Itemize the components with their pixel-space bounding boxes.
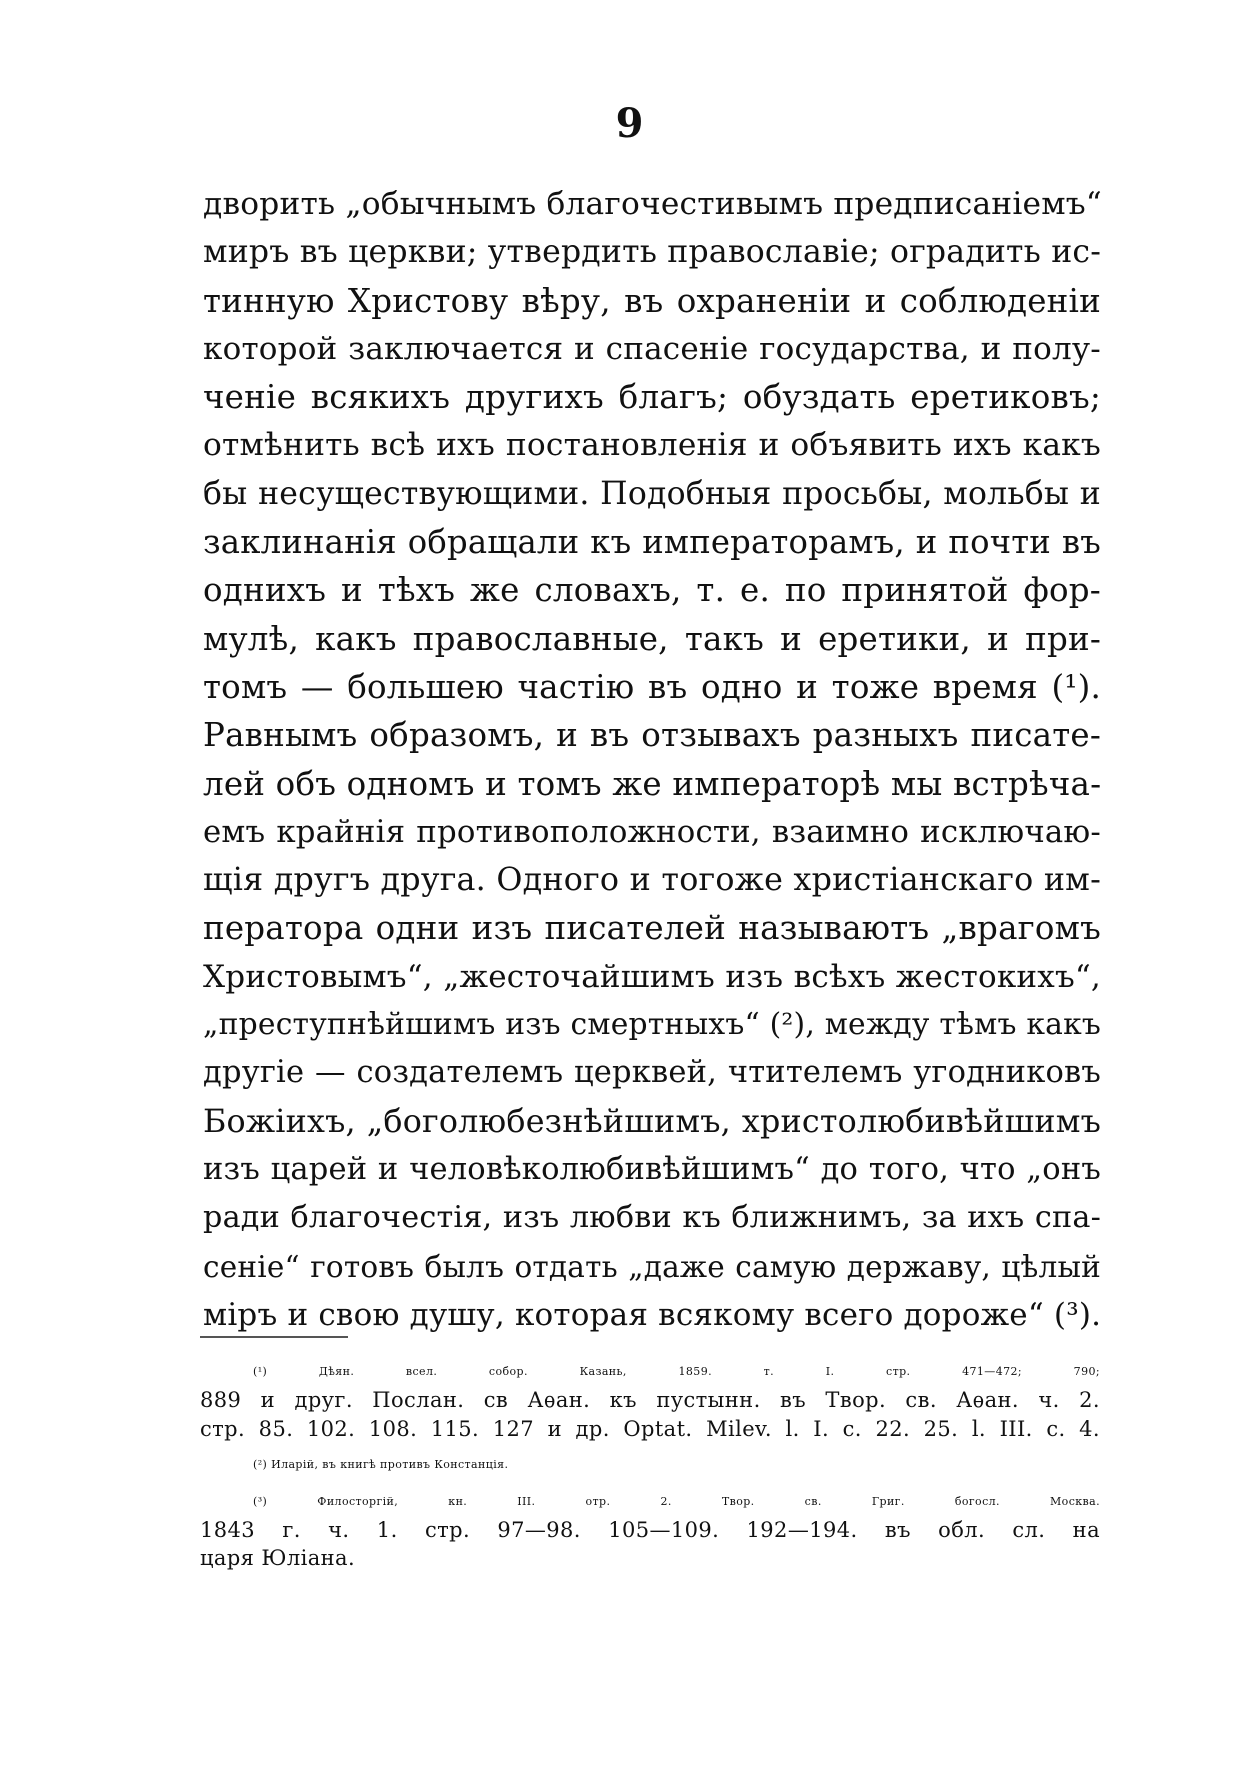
text-line: мулѣ, какъ православные, такъ и еретики, и при- [203, 619, 1101, 658]
footnote-line: 1843 г. ч. 1. стр. 97—98. 105—109. 192—194. въ обл. сл. на [200, 1518, 1100, 1543]
footnote-line: 889 и друг. Послан. св Аѳан. къ пустынн. въ Твор. св. Аѳан. ч. 2. [200, 1388, 1100, 1413]
text-line: дворить „обычнымъ благочестивымъ предписаніемъ“ [203, 186, 1102, 222]
footnote-line: (³) Филосторгій, кн. III. отр. 2. Твор. св. Григ. богосл. Москва. [253, 1494, 1100, 1508]
text-line: міръ и свою душу, которая всякому всего дороже“ (³). [203, 1296, 1102, 1333]
page-number: 9 [615, 100, 644, 147]
text-line: сеніе“ готовъ былъ отдать „даже самую державу, цѣлый [203, 1249, 1101, 1284]
footnote-separator [200, 1336, 348, 1338]
text-line: миръ въ церкви; утвердить православіе; оградить ис- [203, 234, 1102, 271]
text-line: ченіе всякихъ другихъ благъ; обуздать еретиковъ; [203, 378, 1101, 417]
footnote-3 [200, 1488, 1100, 1573]
text-line: „преступнѣйшимъ изъ смертныхъ“ (²), между тѣмъ какъ [203, 1007, 1101, 1043]
text-line: бы несуществующими. Подобныя просьбы, мольбы и [203, 475, 1101, 512]
footnote-line: (¹) Дѣян. всел. собор. Казань, 1859. т. I. стр. 471—472; 790; [253, 1365, 1100, 1378]
text-line: отмѣнить всѣ ихъ постановленія и объявить ихъ какъ [203, 427, 1101, 464]
footnote-line: стр. 85. 102. 108. 115. 127 и др. Optat. Milev. l. I. c. 22. 25. l. III. c. 4. [200, 1416, 1100, 1441]
text-line: лей объ одномъ и томъ же императорѣ мы встрѣча- [203, 764, 1102, 803]
text-line: Божіихъ, „боголюбезнѣйшимъ, христолюбивѣйшимъ [203, 1103, 1101, 1140]
text-line: Равнымъ образомъ, и въ отзывахъ разныхъ писате- [203, 716, 1101, 755]
text-line: которой заключается и спасеніе государства, и полу- [203, 330, 1101, 367]
footnote-1 [200, 1358, 1100, 1443]
footnotes [200, 1358, 1100, 1573]
text-line: другіе — создателемъ церквей, чтителемъ угодниковъ [203, 1055, 1101, 1091]
text-line: изъ царей и человѣколюбивѣйшимъ“ до того, что „онъ [203, 1151, 1101, 1187]
footnote-2 [200, 1451, 1100, 1479]
text-line: заклинанія обращали къ императорамъ, и почти въ [203, 523, 1101, 562]
text-line: щія другъ друга. Одного и тогоже христіанскаго им- [203, 862, 1101, 899]
text-line: тинную Христову вѣру, въ охраненіи и соблюденіи [203, 281, 1101, 320]
main-text [203, 180, 1101, 1339]
text-line: емъ крайнія противоположности, взаимно исключаю- [203, 813, 1101, 850]
footnote-line: царя Юліана. [200, 1546, 356, 1571]
text-line: ради благочестія, изъ любви къ ближнимъ, за ихъ спа- [203, 1200, 1101, 1236]
text-line: ператора одни изъ писателей называютъ „врагомъ [203, 909, 1101, 948]
footnote-line: (²) Иларій, въ книгѣ противъ Констанція. [253, 1458, 509, 1472]
text-line: Христовымъ“, „жесточайшимъ изъ всѣхъ жестокихъ“, [203, 958, 1101, 995]
text-line: томъ — большею частію въ одно и тоже время (¹). [203, 667, 1101, 706]
text-line: однихъ и тѣхъ же словахъ, т. е. по принятой фор- [203, 571, 1101, 610]
